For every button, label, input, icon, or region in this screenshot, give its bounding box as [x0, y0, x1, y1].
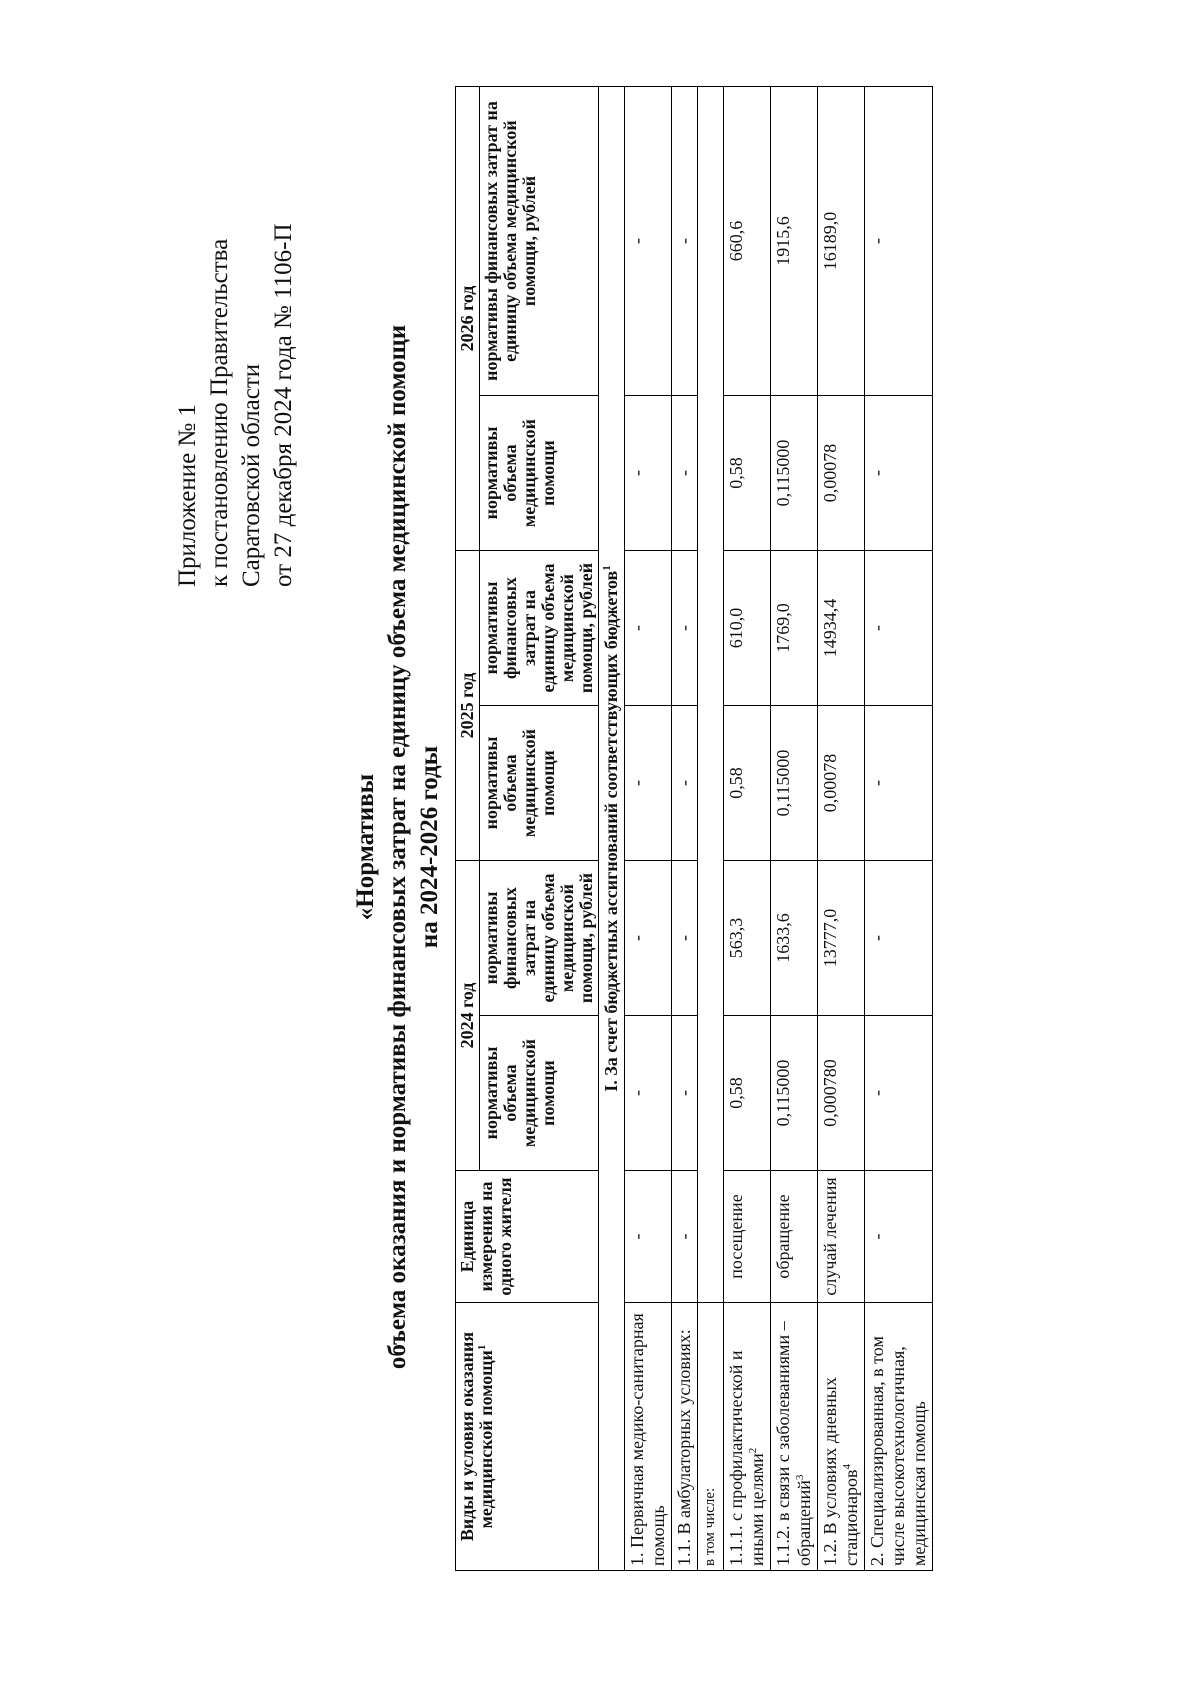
appendix-line: Саратовской области	[238, 363, 265, 587]
cell-volume-2025: -	[865, 706, 933, 861]
header-cost: нормативы финансовых затрат на единицу объема медицинской помощи, рублей	[480, 87, 599, 396]
cell-volume-2026: 0,00078	[818, 396, 865, 551]
header-types: Виды и условия оказания медицинской помощи$^1$	[456, 1303, 599, 1571]
cell-volume-2026: 0,115000	[771, 396, 818, 551]
cell-cost-2026: 1915,6	[771, 87, 818, 396]
appendix-line: от 27 декабря 2024 года № 1106-П	[270, 223, 297, 587]
table-row	[771, 87, 818, 1571]
cell-cost-2025: -	[672, 551, 698, 706]
row-unit: -	[672, 1171, 698, 1303]
cell-cost-2026: 660,6	[724, 87, 771, 396]
cell-cost-2024: -	[672, 861, 698, 1016]
row-unit: -	[625, 1171, 672, 1303]
cell-cost-2025: 14934,4	[818, 551, 865, 706]
table-row	[698, 87, 724, 1571]
section-row	[599, 87, 625, 1571]
cell-volume-2025: 0,58	[724, 706, 771, 861]
cell-cost-2026: -	[625, 87, 672, 396]
header-year-2026: 2026 год	[456, 87, 480, 551]
header-cost: нормативы финансовых затрат на единицу объема медицинской помощи, рублей	[480, 861, 599, 1016]
cell-cost-2025: 1769,0	[771, 551, 818, 706]
cell-cost-2026: 16189,0	[818, 87, 865, 396]
cell-volume-2025: -	[672, 706, 698, 861]
appendix-block	[172, 223, 300, 587]
row-name: в том числе:	[698, 1303, 724, 1571]
header-unit: Единица измерения на одного жителя	[456, 1171, 599, 1303]
row-unit: случай лечения	[818, 1171, 865, 1303]
cell-volume-2024: 0,115000	[771, 1016, 818, 1171]
cell-cost-2025: -	[625, 551, 672, 706]
table-row	[865, 87, 933, 1571]
table-row	[672, 87, 698, 1571]
header-volume: нормативы объема медицинской помощи	[480, 706, 599, 861]
row-name: 1.1. В амбулаторных условиях:	[672, 1303, 698, 1571]
header-row	[456, 87, 480, 1571]
cell-volume-2026: 0,58	[724, 396, 771, 551]
header-year-2024: 2024 год	[456, 861, 480, 1171]
cell-volume-2024: 0,58	[724, 1016, 771, 1171]
row-name: 1.1.2. в связи с заболеваниями – обращений$^3$	[771, 1303, 818, 1571]
row-name: 1. Первичная медико-санитарная помощь	[625, 1303, 672, 1571]
row-unit: посещение	[724, 1171, 771, 1303]
cell-volume-2024: 0,000780	[818, 1016, 865, 1171]
document-title	[350, 297, 446, 1397]
title-line: на 2024-2026 годы	[416, 745, 443, 949]
cell-cost-2024: -	[625, 861, 672, 1016]
appendix-line: Приложение № 1	[174, 403, 201, 587]
table-row	[818, 87, 865, 1571]
cell-cost-2026: -	[865, 87, 933, 396]
norms-table	[455, 86, 933, 1571]
cell-volume-2026: -	[865, 396, 933, 551]
table-row	[724, 87, 771, 1571]
header-volume: нормативы объема медицинской помощи	[480, 396, 599, 551]
cell-volume-2026: -	[625, 396, 672, 551]
cell-cost-2025: 610,0	[724, 551, 771, 706]
header-cost: нормативы финансовых затрат на единицу объема медицинской помощи, рублей	[480, 551, 599, 706]
cell-volume-2025: 0,00078	[818, 706, 865, 861]
row-unit: -	[865, 1171, 933, 1303]
table-row	[625, 87, 672, 1571]
cell-volume-2026: -	[672, 396, 698, 551]
row-name: 2. Специализированная, в том числе высокотехнологичная, медицинская помощь	[865, 1303, 933, 1571]
cell-cost-2024: -	[865, 861, 933, 1016]
header-volume: нормативы объема медицинской помощи	[480, 1016, 599, 1171]
cell-cost-2024: 563,3	[724, 861, 771, 1016]
cell-cost-2024: 13777,0	[818, 861, 865, 1016]
appendix-line: к постановлению Правительства	[206, 238, 233, 587]
cell-volume-2024: -	[865, 1016, 933, 1171]
cell-volume-2025: -	[625, 706, 672, 861]
cell-volume-2025: 0,115000	[771, 706, 818, 861]
row-name: 1.2. В условиях дневных стационаров$^4$	[818, 1303, 865, 1571]
cell-volume-2024: -	[625, 1016, 672, 1171]
title-line: «Нормативы	[352, 773, 379, 921]
row-name: 1.1.1. с профилактической и иными целями$^2$	[724, 1303, 771, 1571]
cell-cost-2026: -	[672, 87, 698, 396]
header-year-2025: 2025 год	[456, 551, 480, 861]
section-title: I. За счет бюджетных ассигнований соответствующих бюджетов$^1$	[599, 87, 625, 1571]
title-line: объема оказания и нормативы финансовых затрат на единицу объема медицинской помощи	[384, 324, 411, 1370]
empty-cell	[698, 87, 724, 1303]
row-unit: обращение	[771, 1171, 818, 1303]
cell-cost-2025: -	[865, 551, 933, 706]
cell-volume-2024: -	[672, 1016, 698, 1171]
cell-cost-2024: 1633,6	[771, 861, 818, 1016]
